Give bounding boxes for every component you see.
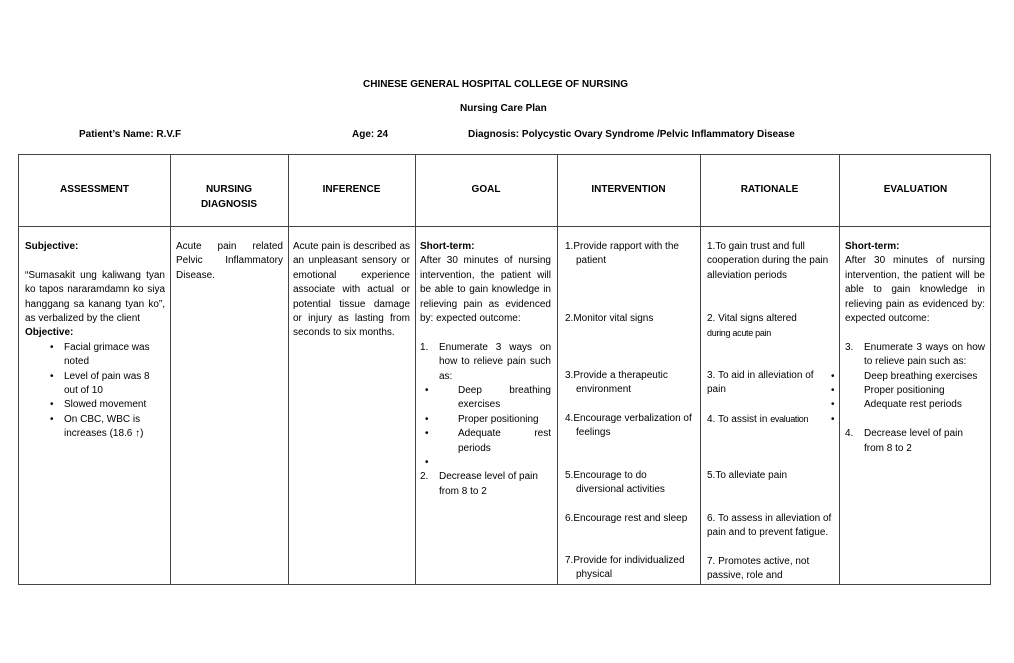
subjective-label: Subjective:: [25, 241, 79, 252]
evaluation-subitem-text: • Adequate rest periods: [864, 399, 962, 411]
evaluation-subitem: [845, 370, 985, 384]
goal-subitem: [439, 456, 551, 470]
header-goal: GOAL: [471, 184, 501, 195]
header-nursing-diagnosis: [170, 182, 288, 212]
goal-subitem-text: Adequate rest periods: [458, 428, 551, 454]
column-divider: [557, 155, 558, 584]
evaluation-subitem-text: • Proper positioning: [864, 385, 945, 397]
intervention-item: 5.Encourage to do diversional activities: [565, 470, 665, 496]
column-divider: [700, 155, 701, 584]
objective-item: [64, 398, 165, 412]
column-divider: [415, 155, 416, 584]
evaluation-item-1-number: 3.: [845, 341, 854, 353]
goal-subitems: [420, 384, 551, 470]
header-rationale: RATIONALE: [740, 184, 799, 195]
header-inference: INFERENCE: [322, 184, 381, 195]
patient-age: Age: 24: [352, 129, 389, 140]
header-divider: [19, 226, 990, 227]
goal-subitem: [439, 384, 551, 413]
header-evaluation: EVALUATION: [883, 184, 948, 195]
goal-cell: [420, 240, 551, 499]
evaluation-item-2-number: 4.: [845, 428, 854, 440]
goal-item-2-text: Decrease level of pain from 8 to 2: [439, 471, 538, 497]
rationale-item: during acute pain: [707, 328, 771, 338]
rationale-item: 3. To aid in alleviation of pain: [707, 370, 814, 396]
evaluation-subitem-text: • Deep breathing exercises: [864, 370, 978, 382]
objective-label: Objective:: [25, 327, 74, 339]
goal-item-1-number: 1.: [420, 341, 429, 353]
goal-text: After 30 minutes of nursing intervention, the patient will be able to gain knowledge in relieving pain as evidenced by: expected outcome:: [420, 255, 551, 325]
goal-subitem-text: Proper positioning: [458, 413, 539, 425]
patient-name: Patient’s Name: R.V.F: [79, 129, 182, 140]
intervention-item: 3.Provide a therapeutic environment: [565, 370, 668, 396]
rationale-item: [707, 412, 835, 427]
intervention-item: 6.Encourage rest and sleep: [565, 513, 688, 524]
goal-item-1-text: Enumerate 3 ways on how to relieve pain such as:: [439, 341, 551, 382]
evaluation-short-term-label: Short-term:: [845, 241, 900, 252]
rationale-item: 1.To gain trust and full cooperation during the pain alleviation periods: [707, 241, 829, 281]
rationale-item-text: 4. To assist in: [707, 414, 771, 425]
evaluation-text: After 30 minutes of nursing intervention, the patient will be able to gain knowledge in relieving pain as evidenced by: expected outcome:: [845, 255, 985, 325]
inference-cell: Acute pain is described as an unpleasant sensory or emotional experience associate with actual or potential tissue damage or injury as lasting from seconds to six months.: [293, 241, 410, 339]
objective-item-text: Facial grimace was noted: [64, 341, 150, 368]
rationale-item: 5.To alleviate pain: [707, 470, 788, 481]
objective-item-text: Slowed movement: [64, 399, 147, 411]
goal-subitem-text: Deep breathing exercises: [458, 385, 551, 411]
column-divider: [839, 155, 840, 584]
goal-subitem: [439, 413, 551, 427]
assessment-cell: [25, 240, 165, 442]
rationale-item: 7. Promotes active, not passive, role and: [707, 556, 810, 582]
evaluation-subitem: [845, 413, 985, 427]
care-plan-table: [18, 154, 991, 585]
objective-item-text: On CBC, WBC is increases (18.6 ↑): [64, 413, 144, 440]
rationale-item-text: evaluation: [770, 414, 809, 424]
subjective-quote: “Sumasakit ung kaliwang tyan ko tapos nararamdamn ko siya hanggang sa kanang tyan ko”, as verbalized by the client: [25, 269, 165, 325]
objective-list: [25, 341, 165, 442]
rationale-item: 6. To assess in alleviation of pain and to prevent fatigue.: [707, 513, 832, 539]
evaluation-subitem: [845, 398, 985, 412]
header-nursing-diagnosis-line2: DIAGNOSIS: [200, 199, 258, 210]
diagnosis: Diagnosis: Polycystic Ovary Syndrome /Pelvic Inflammatory Disease: [468, 129, 795, 140]
objective-item: [64, 413, 165, 442]
evaluation-item-2: [845, 427, 985, 456]
nursing-diagnosis-cell: Acute pain related Pelvic Inflammatory Disease.: [176, 241, 283, 281]
document-title: Nursing Care Plan: [460, 103, 547, 114]
header-intervention: INTERVENTION: [591, 184, 666, 195]
goal-item-2-number: 2.: [420, 471, 429, 483]
goal-subitem: [439, 427, 551, 456]
column-divider: [170, 155, 171, 584]
evaluation-item-2-text: Decrease level of pain from 8 to 2: [864, 428, 963, 454]
rationale-item: 2. Vital signs altered: [707, 313, 797, 324]
objective-item: [64, 341, 165, 370]
intervention-item: 7.Provide for individualized physical: [565, 555, 685, 581]
objective-item: [64, 370, 165, 399]
column-divider: [288, 155, 289, 584]
header-assessment: ASSESSMENT: [60, 184, 129, 195]
evaluation-cell: [845, 240, 985, 456]
intervention-item: 1.Provide rapport with the patient: [565, 241, 679, 267]
goal-short-term-label: Short-term:: [420, 241, 475, 252]
evaluation-item-1: [845, 341, 985, 370]
goal-item-1: [420, 341, 551, 384]
intervention-item: 2.Monitor vital signs: [565, 313, 654, 324]
evaluation-subitems: [845, 370, 985, 428]
header-nursing-diagnosis-line1: NURSING: [205, 184, 253, 195]
objective-item-text: Level of pain was 8 out of 10: [64, 370, 150, 397]
intervention-item: 4.Encourage verbalization of feelings: [565, 413, 692, 439]
evaluation-item-1-text: Enumerate 3 ways on how to relieve pain such as:: [864, 341, 985, 368]
institution-title: CHINESE GENERAL HOSPITAL COLLEGE OF NURSING: [363, 79, 629, 90]
evaluation-subitem: [845, 384, 985, 398]
goal-item-2: [420, 470, 551, 499]
